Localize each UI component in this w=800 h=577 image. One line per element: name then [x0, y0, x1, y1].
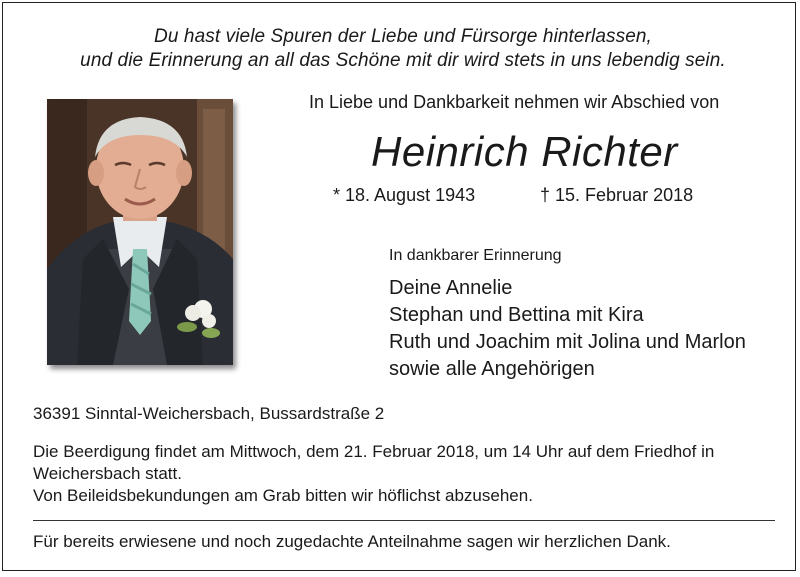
- mourners-list: [389, 275, 746, 383]
- funeral-line-1: Die Beerdigung findet am Mittwoch, dem 21. Februar 2018, um 14 Uhr auf dem Friedhof in: [33, 442, 715, 461]
- divider: [33, 520, 775, 521]
- mourner-line: Stephan und Bettina mit Kira: [389, 304, 644, 326]
- family-address: 36391 Sinntal-Weichersbach, Bussardstraße 2: [33, 404, 385, 423]
- obituary-notice: [2, 2, 796, 571]
- mourner-line: sowie alle Angehörigen: [389, 358, 595, 380]
- funeral-line-3: Von Beileidsbekundungen am Grab bitten wir höflichst abzusehen.: [33, 486, 533, 505]
- death-date: † 15. Februar 2018: [540, 185, 694, 205]
- farewell-line: In Liebe und Dankbarkeit nehmen wir Abschied von: [309, 92, 720, 112]
- mourner-line: Ruth und Joachim mit Jolina und Marlon: [389, 331, 746, 353]
- motto-line-2: und die Erinnerung an all das Schöne mit dir wird stets in uns lebendig sein.: [80, 50, 726, 71]
- motto-line-1: Du hast viele Spuren der Liebe und Fürsorge hinterlassen,: [154, 26, 652, 47]
- thanks-line: Für bereits erwiesene und noch zugedachte Anteilnahme sagen wir herzlichen Dank.: [33, 532, 671, 551]
- mourner-line: Deine Annelie: [389, 277, 513, 299]
- memory-label: In dankbarer Erinnerung: [389, 247, 562, 264]
- birth-date: * 18. August 1943: [333, 185, 476, 205]
- portrait-illustration: [47, 99, 233, 365]
- funeral-line-2: Weichersbach statt.: [33, 464, 182, 483]
- motto-verse: [63, 25, 743, 73]
- portrait-photo: [47, 99, 233, 365]
- deceased-name: Heinrich Richter: [371, 128, 678, 175]
- funeral-details: [33, 441, 783, 507]
